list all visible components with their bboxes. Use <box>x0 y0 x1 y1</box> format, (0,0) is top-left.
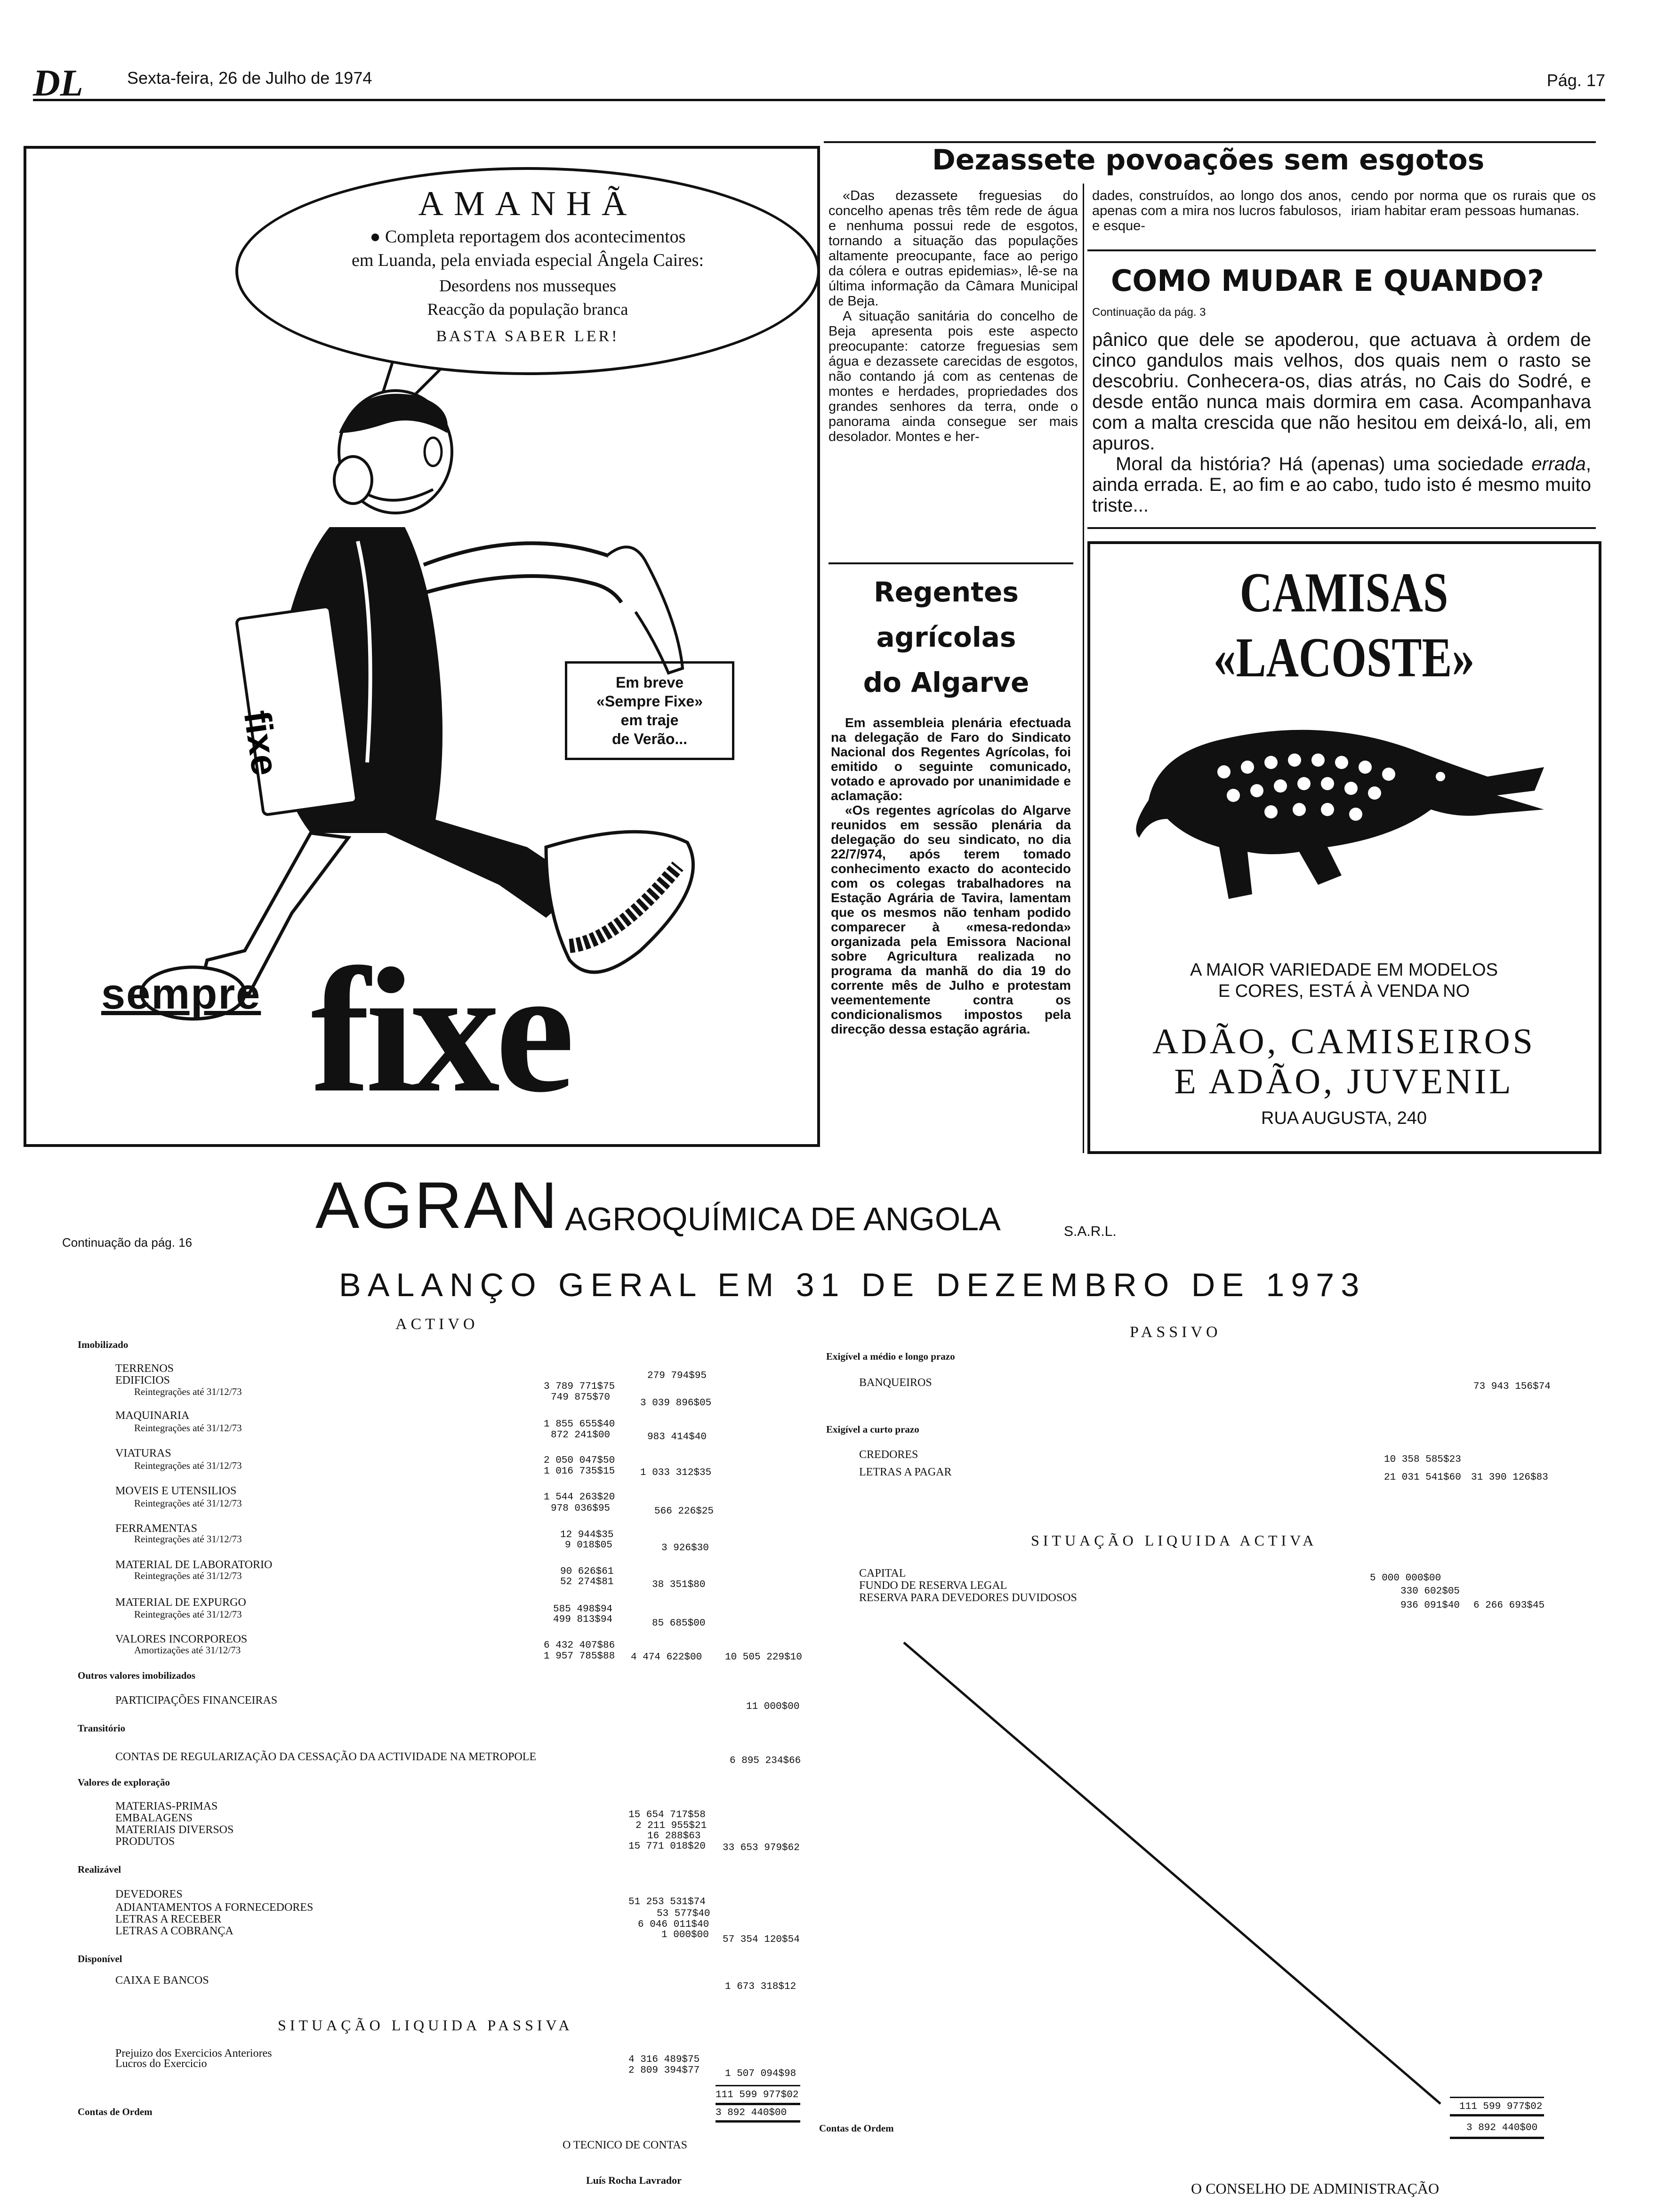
row-label: Reintegrações até 31/12/73 <box>134 1533 242 1545</box>
row-label: MATERIAIS DIVERSOS <box>115 1824 234 1836</box>
total-rule <box>716 2103 800 2105</box>
row-label: Prejuizo dos Exercicios Anteriores <box>115 2047 272 2060</box>
row-label: LETRAS A COBRANÇA <box>115 1925 233 1937</box>
row-label: Reintegrações até 31/12/73 <box>134 1498 242 1509</box>
amanha-heading: AMANHÃ <box>418 184 637 223</box>
shop-name-1: ADÃO, CAMISEIROS <box>1152 1022 1536 1061</box>
row-value: 31 390 126$83 <box>1471 1472 1548 1483</box>
situacao-passiva-heading: SITUAÇÃO LIQUIDA PASSIVA <box>278 2017 573 2034</box>
row-value: 73 943 156$74 <box>1473 1381 1551 1392</box>
rule <box>828 562 1073 564</box>
row-value: 499 813$94 <box>553 1614 613 1625</box>
row-label: Contas de Ordem <box>819 2123 894 2134</box>
row-value: 1 000$00 <box>661 1930 709 1940</box>
row-value: 11 000$00 <box>746 1701 800 1712</box>
row-value: 3 926$30 <box>661 1543 709 1554</box>
section-label: Realizável <box>78 1864 121 1875</box>
row-label: MATERIAL DE LABORATORIO <box>115 1559 273 1571</box>
conselho-title: O CONSELHO DE ADMINISTRAÇÃO <box>1191 2180 1440 2197</box>
speech-bubble <box>235 167 820 375</box>
row-label: Contas de Ordem <box>78 2106 153 2117</box>
row-value: 90 626$61 <box>560 1566 614 1577</box>
como-p2c: , ainda errada. E, ao fim e ao cabo, tudo isto é mesmo muito triste... <box>1092 454 1591 516</box>
row-value: 3 892 440$00 <box>716 2108 787 2118</box>
section-label: Exigível a médio e longo prazo <box>826 1351 955 1362</box>
total-rule <box>716 2085 800 2086</box>
row-value: 16 288$63 <box>647 1831 701 1842</box>
tecnico-name: Luís Rocha Lavrador <box>586 2174 682 2186</box>
como-p2 <box>1092 454 1591 516</box>
row-label: MATERIAS-PRIMAS <box>115 1800 218 1812</box>
row-value: 1 507 094$98 <box>725 2068 796 2079</box>
row-value: 9 018$05 <box>565 1540 612 1551</box>
row-value: 10 358 585$23 <box>1384 1454 1461 1465</box>
column-rule <box>824 141 1596 143</box>
row-label: CONTAS DE REGULARIZAÇÃO DA CESSAÇÃO DA ACTIVIDADE NA METROPOLE <box>115 1751 537 1763</box>
row-label: Reintegrações até 31/12/73 <box>134 1570 242 1581</box>
section-label: Valores de exploração <box>78 1777 170 1788</box>
bubble-line-4: Reacção da população branca <box>427 300 628 319</box>
row-value: 3 892 440$00 <box>1466 2123 1538 2133</box>
row-label: Reintegrações até 31/12/73 <box>134 1609 242 1620</box>
section-label: Outros valores imobilizados <box>78 1670 196 1681</box>
row-value: 872 241$00 <box>551 1430 611 1441</box>
passivo-heading: PASSIVO <box>1130 1323 1222 1341</box>
row-label: CAIXA E BANCOS <box>115 1974 209 1987</box>
row-label: VIATURAS <box>115 1447 171 1459</box>
row-label: VALORES INCORPOREOS <box>115 1633 248 1645</box>
regentes-p1: Em assembleia plenária efectuada na delegação de Faro do Sindicato Nacional dos Regentes Agrícolas, foi emitido o seguinte comunicado, votado e aprovado por unanimidade e aclamação: <box>831 715 1071 803</box>
row-label: TERRENOS <box>115 1362 174 1375</box>
row-label: CAPITAL <box>859 1567 906 1579</box>
dezassete-p1: «Das dezassete freguesias do concelho apenas três têm rede de água e nenhuma possui rede de esgotos, tornando a situação das populações altamente preocupante, face ao perigo da cólera e outras epidemias», lê-se na última informação da Câmara Municipal de Beja. <box>828 188 1078 309</box>
regentes-title-3: do Algarve <box>863 666 1030 698</box>
row-value: 3 039 896$05 <box>640 1398 712 1409</box>
row-label: EDIFICIOS <box>115 1374 170 1387</box>
row-value: 1 016 735$15 <box>544 1466 615 1477</box>
bubble-line-5: BASTA SABER LER! <box>436 328 619 345</box>
total-rule <box>1450 2137 1544 2139</box>
row-value: 279 794$95 <box>647 1370 707 1381</box>
brand-fixe: fixe <box>311 931 570 1130</box>
row-value: 15 771 018$20 <box>628 1841 706 1852</box>
note-line-3: em traje <box>620 712 679 729</box>
dezassete-headline: Dezassete povoações sem esgotos <box>932 144 1485 176</box>
row-label: ADIANTAMENTOS A FORNECEDORES <box>115 1901 314 1914</box>
row-value: 51 253 531$74 <box>628 1897 706 1907</box>
row-label: FERRAMENTAS <box>115 1523 198 1535</box>
como-p1: pânico que dele se apoderou, que actuava à ordem de cinco gandulos mais velhos, dos quais nem o rasto se descobriu. Conhecera-os, dias atrás, no Cais do Sodré, e desde então nunca mais dormira em casa. Acompanhava com a malta crescida que não hesitou em deixá-lo, ali, em apuros. <box>1092 329 1591 454</box>
row-value: 6 432 407$86 <box>544 1640 615 1651</box>
note-line-2: «Sempre Fixe» <box>596 693 703 710</box>
passivo-total: 111 599 977$02 <box>1459 2101 1543 2112</box>
row-value: 978 036$95 <box>551 1503 611 1514</box>
row-value: 52 274$81 <box>560 1577 614 1587</box>
como-p2a: Moral da história? Há (apenas) uma sociedade <box>1116 454 1532 474</box>
row-label: Reintegrações até 31/12/73 <box>134 1422 242 1434</box>
row-value: 6 046 011$40 <box>638 1919 709 1930</box>
row-value: 749 875$70 <box>551 1392 611 1403</box>
tecnico-title: O TECNICO DE CONTAS <box>563 2139 687 2151</box>
bubble-line-3: Desordens nos musseques <box>439 276 616 295</box>
continuation-note: Continuação da pág. 16 <box>62 1235 193 1250</box>
row-value: 38 351$80 <box>652 1579 706 1590</box>
row-value: 936 091$40 <box>1400 1600 1460 1611</box>
total-rule <box>716 2120 800 2123</box>
note-line-1: Em breve <box>615 674 684 691</box>
regentes-body <box>831 715 1071 1036</box>
row-value: 1 673 318$12 <box>725 1981 796 1992</box>
row-value: 57 354 120$54 <box>723 1934 800 1945</box>
rule <box>1087 249 1596 251</box>
row-label: BANQUEIROS <box>859 1377 932 1389</box>
row-label: MOVEIS E UTENSILIOS <box>115 1485 237 1497</box>
regentes-title-2: agrícolas <box>876 621 1016 653</box>
row-label: RESERVA PARA DEVEDORES DUVIDOSOS <box>859 1592 1077 1604</box>
row-value: 2 809 394$77 <box>628 2065 700 2076</box>
balance-title: BALANÇO GERAL EM 31 DE DEZEMBRO DE 1973 <box>339 1266 1366 1303</box>
row-value: 1 544 263$20 <box>544 1492 615 1503</box>
lacoste-line-2: E CORES, ESTÁ À VENDA NO <box>1218 981 1470 1001</box>
row-value: 566 226$25 <box>654 1506 714 1517</box>
row-label: EMBALAGENS <box>115 1812 193 1824</box>
newspaper-logo: DL <box>33 63 83 104</box>
row-value: 33 653 979$62 <box>723 1843 800 1853</box>
row-value: 6 895 234$66 <box>730 1755 801 1766</box>
row-label: DEVEDORES <box>115 1888 183 1900</box>
como-p2-italic: errada <box>1531 454 1586 474</box>
row-label: Amortizações até 31/12/73 <box>134 1644 241 1656</box>
bubble-line-1: ● Completa reportagem dos acontecimentos <box>370 227 686 247</box>
dezassete-col1 <box>828 188 1078 444</box>
dezassete-col2: dades, construídos, ao longo dos anos, apenas com a mira nos lucros fabulosos, e esque- <box>1092 188 1342 233</box>
shop-name-2: E ADÃO, JUVENIL <box>1174 1062 1514 1101</box>
row-value: 585 498$94 <box>553 1604 613 1615</box>
agran-subtitle: AGROQUÍMICA DE ANGOLA <box>565 1201 1001 1237</box>
row-label: Lucros do Exercicio <box>115 2058 207 2070</box>
row-value: 4 474 622$00 <box>631 1652 702 1663</box>
situacao-activa-heading: SITUAÇÃO LIQUIDA ACTIVA <box>1031 1532 1318 1549</box>
row-label: Reintegrações até 31/12/73 <box>134 1460 242 1471</box>
row-value: 330 602$05 <box>1400 1586 1460 1597</box>
regentes-title-1: Regentes <box>874 576 1019 608</box>
row-label: MATERIAL DE EXPURGO <box>115 1596 246 1609</box>
rule <box>1087 527 1596 529</box>
total-rule <box>1450 2114 1544 2116</box>
como-headline: COMO MUDAR E QUANDO? <box>1111 264 1544 298</box>
paper-label: fixe <box>236 708 287 778</box>
section-label: Disponível <box>78 1953 122 1964</box>
lacoste-headline: CAMISAS «LACOSTE» <box>1213 561 1475 689</box>
row-value: 2 211 955$21 <box>635 1820 707 1831</box>
agran-name: AGRAN <box>315 1168 559 1242</box>
row-value: 53 577$40 <box>657 1908 710 1919</box>
row-label: FUNDO DE RESERVA LEGAL <box>859 1579 1007 1592</box>
row-label: PRODUTOS <box>115 1835 175 1848</box>
note-line-4: de Verão... <box>611 730 688 747</box>
row-value: 1 855 655$40 <box>544 1419 615 1430</box>
row-value: 3 789 771$75 <box>544 1381 615 1392</box>
row-label: PARTICIPAÇÕES FINANCEIRAS <box>115 1694 278 1707</box>
section-label: Transitório <box>78 1723 126 1734</box>
row-value: 10 505 229$10 <box>725 1652 802 1663</box>
lacoste-line-1: A MAIOR VARIEDADE EM MODELOS <box>1190 960 1498 980</box>
row-value: 983 414$40 <box>647 1432 707 1443</box>
shop-address: RUA AUGUSTA, 240 <box>1261 1108 1427 1128</box>
row-label: LETRAS A PAGAR <box>859 1466 952 1478</box>
crocodile-logo <box>1130 697 1553 941</box>
row-value: 1 957 785$88 <box>544 1651 615 1662</box>
column-divider <box>1083 184 1084 1153</box>
row-value: 1 033 312$35 <box>640 1467 712 1478</box>
row-value: 2 050 047$50 <box>544 1455 615 1466</box>
brand-sempre: sempre <box>101 970 261 1018</box>
row-value: 21 031 541$60 <box>1384 1472 1461 1483</box>
regentes-p2: «Os regentes agrícolas do Algarve reunidos em sessão plenária da delegação do seu sindicato, no dia 22/7/974, após terem tomado conhecimento exacto do acontecido com os colegas trabalhadores na Estação Agrária de Tavira, lamentam que os mesmos não tenham podido comparecer à «mesa-redonda» organizada pela Emissora Nacional sobre Agricultura realizada no programa da manhã do dia 19 do corrente mês de Julho e protestam veementemente contra os condicionalismos impostos pela direcção dessa estação agrária. <box>831 803 1071 1036</box>
row-value: 5 000 000$00 <box>1370 1573 1441 1584</box>
page-number: Pág. 17 <box>1546 71 1605 90</box>
dezassete-p2: A situação sanitária do concelho de Beja apresenta pois este aspecto preocupante: catorze freguesias sem água e dezassete carecidas de esgotos, não contando já com as centenas de montes e herdades, propriedades dos grandes senhores da terra, onde o panorama ainda consegue ser mais desolador. Montes e her- <box>828 309 1078 444</box>
row-value: 12 944$35 <box>560 1530 614 1540</box>
issue-date: Sexta-feira, 26 de Julho de 1974 <box>127 68 372 88</box>
continuation-note: Continuação da pág. 3 <box>1092 306 1206 319</box>
activo-total: 111 599 977$02 <box>716 2090 799 2100</box>
section-label: Exigível a curto prazo <box>826 1424 919 1435</box>
summer-note-box <box>565 661 734 760</box>
section-label: Imobilizado <box>78 1339 129 1350</box>
row-value: 85 685$00 <box>652 1618 706 1629</box>
blank-diagonal-line <box>894 1633 1506 2113</box>
row-value: 15 654 717$58 <box>628 1810 706 1820</box>
row-label: LETRAS A RECEBER <box>115 1913 222 1925</box>
bubble-line-2: em Luanda, pela enviada especial Ângela Caires: <box>351 250 704 270</box>
row-value: 4 316 489$75 <box>628 2054 700 2065</box>
como-body <box>1092 329 1591 516</box>
total-rule <box>1450 2097 1544 2098</box>
dezassete-col3: cendo por norma que os rurais que os iriam habitar eram pessoas humanas. <box>1351 188 1596 218</box>
row-label: Reintegrações até 31/12/73 <box>134 1386 242 1397</box>
row-value: 6 266 693$45 <box>1473 1600 1545 1611</box>
row-label: MAQUINARIA <box>115 1410 190 1422</box>
row-label: CREDORES <box>859 1449 918 1461</box>
agran-sarl: S.A.R.L. <box>1064 1224 1117 1239</box>
regentes-headline <box>824 569 1069 705</box>
activo-heading: ACTIVO <box>395 1315 479 1333</box>
